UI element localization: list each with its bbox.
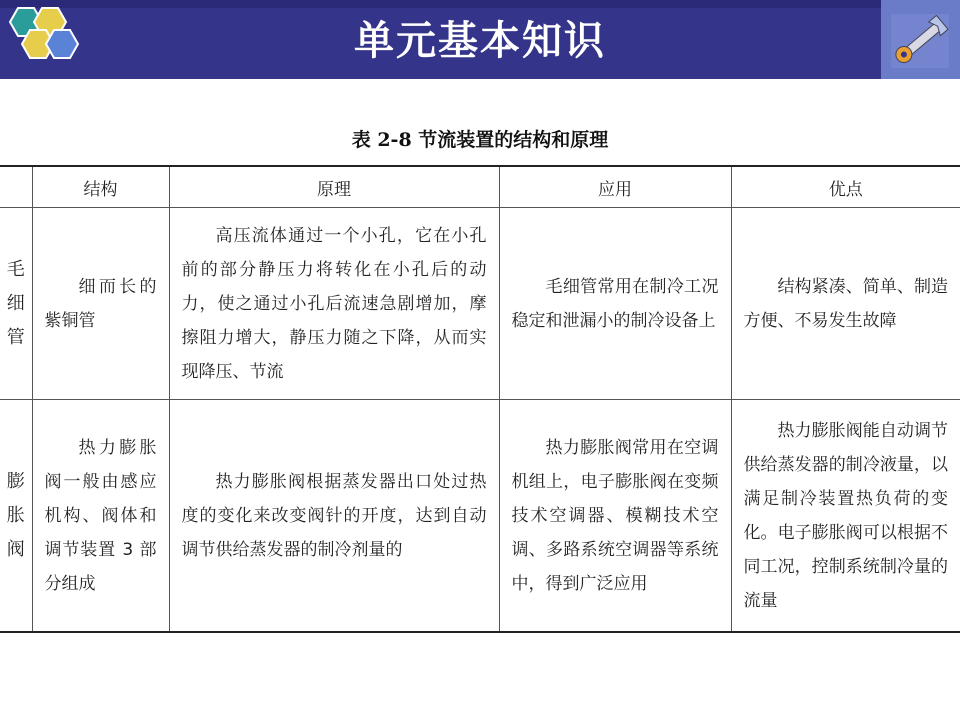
structure-text: 细而长的紫铜管 <box>44 276 157 331</box>
application-cell <box>499 400 731 633</box>
header-application: 应用 <box>499 166 731 208</box>
type-cell-expansion-valve <box>0 400 32 633</box>
application-text: 热力膨胀阀常用在空调机组上，电子膨胀阀在变频技术空调器、模糊技术空调、多路系统空调器等系统中，得到广泛应用 <box>511 437 719 594</box>
type-char: 管 <box>6 326 25 348</box>
advantage-cell <box>731 400 960 633</box>
table-header-row <box>0 166 960 208</box>
structure-text: 热力膨胀阀一般由感应机构、阀体和调节装置 3 部分组成 <box>44 437 157 594</box>
header-advantage: 优点 <box>731 166 960 208</box>
advantage-text: 结构紧凑、简单、制造方便、不易发生故障 <box>743 276 948 331</box>
principle-cell <box>169 208 499 400</box>
table-caption: 表 2-8 节流装置的结构和原理 <box>351 129 609 151</box>
principle-text: 高压流体通过一个小孔，它在小孔前的部分静压力将转化在小孔后的动力，使之通过小孔后流速急剧增加，摩擦阻力增大，静压力随之下降，从而实现降压、节流 <box>181 225 487 382</box>
page-title: 单元基本知识 <box>354 18 606 64</box>
structure-cell <box>32 208 169 400</box>
structure-cell <box>32 400 169 633</box>
advantage-cell <box>731 208 960 400</box>
wrench-icon <box>885 8 955 74</box>
tool-box <box>881 0 960 79</box>
type-cell-capillary <box>0 208 32 400</box>
type-char: 膨 <box>6 470 25 492</box>
type-char: 胀 <box>6 504 25 526</box>
principle-text: 热力膨胀阀根据蒸发器出口处过热度的变化来改变阀针的开度，达到自动调节供给蒸发器的制冷剂量的 <box>181 471 487 560</box>
header-principle: 原理 <box>169 166 499 208</box>
principle-cell <box>169 400 499 633</box>
header-type <box>0 166 32 208</box>
application-cell <box>499 208 731 400</box>
type-char: 毛 <box>6 258 25 280</box>
type-char: 阀 <box>6 538 25 560</box>
advantage-text: 热力膨胀阀能自动调节供给蒸发器的制冷液量，以满足制冷装置热负荷的变化。电子膨胀阀可以根据不同工况，控制系统制冷量的流量 <box>743 420 948 611</box>
table-row-capillary <box>0 208 960 400</box>
table-row-expansion-valve <box>0 400 960 633</box>
type-char: 细 <box>6 292 25 314</box>
header-bar <box>0 0 960 79</box>
throttle-device-table <box>0 165 960 633</box>
application-text: 毛细管常用在制冷工况稳定和泄漏小的制冷设备上 <box>511 276 719 331</box>
header-structure: 结构 <box>32 166 169 208</box>
